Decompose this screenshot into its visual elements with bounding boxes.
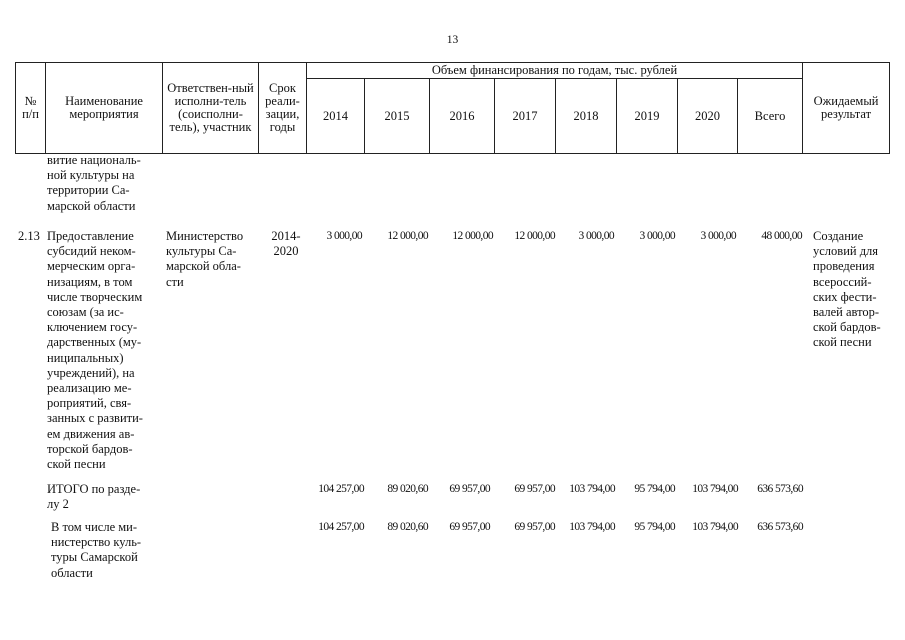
text-line: субсидий неком- bbox=[47, 244, 136, 259]
row-number: 2.13 bbox=[18, 229, 40, 243]
total-2019: 95 794,00 bbox=[634, 483, 675, 495]
text-line: числе творческим bbox=[47, 289, 143, 304]
total-name bbox=[47, 482, 165, 512]
text-line: условий для bbox=[813, 244, 879, 259]
text-line: низациям, в том bbox=[47, 274, 133, 289]
text-line: роприятий, свя- bbox=[47, 396, 132, 411]
text-line: марской обла- bbox=[166, 259, 241, 274]
continuation-name bbox=[47, 153, 164, 214]
text-line: ем движения ав- bbox=[47, 426, 135, 441]
ministry-2017: 69 957,00 bbox=[514, 521, 555, 533]
total-2018: 103 794,00 bbox=[569, 483, 615, 495]
total-all: 636 573,60 bbox=[757, 483, 803, 495]
text-line: области bbox=[51, 565, 93, 580]
text-line: туры Самарской bbox=[51, 550, 138, 565]
header-responsible: Ответствен-ный исполни-тель (соисполни-тель), участник bbox=[163, 63, 259, 154]
total-2016: 69 957,00 bbox=[449, 483, 490, 495]
text-line: реализацию ме- bbox=[47, 381, 132, 396]
value-2015: 12 000,00 bbox=[387, 230, 428, 242]
text-line: лу 2 bbox=[47, 497, 69, 512]
value-2019: 3 000,00 bbox=[639, 230, 675, 242]
header-term: Срок реали-зации, годы bbox=[259, 63, 307, 154]
header-year: 2020 bbox=[678, 79, 738, 154]
text-line: торской бардов- bbox=[47, 441, 133, 456]
text-line: ниципальных) bbox=[47, 350, 124, 365]
ministry-2019: 95 794,00 bbox=[634, 521, 675, 533]
value-2020: 3 000,00 bbox=[700, 230, 736, 242]
text-line: ской бардов- bbox=[813, 320, 881, 335]
text-line: проведения bbox=[813, 259, 875, 274]
header-num: № п/п bbox=[16, 63, 46, 154]
text-line: всероссий- bbox=[813, 274, 872, 289]
total-2020: 103 794,00 bbox=[692, 483, 738, 495]
text-line: В том числе ми- bbox=[51, 520, 138, 534]
text-line: сти bbox=[166, 274, 184, 289]
text-line: марской области bbox=[47, 198, 136, 213]
header-funding: Объем финансирования по годам, тыс. рублей bbox=[307, 63, 803, 79]
row-name bbox=[47, 229, 165, 472]
header-year: 2018 bbox=[556, 79, 617, 154]
ministry-all: 636 573,60 bbox=[757, 521, 803, 533]
text-line: Министерство bbox=[166, 229, 244, 243]
text-line: территории Са- bbox=[47, 183, 130, 198]
row-result bbox=[813, 229, 897, 351]
header-total: Всего bbox=[738, 79, 803, 154]
value-2014: 3 000,00 bbox=[326, 230, 362, 242]
header-year: 2014 bbox=[307, 79, 365, 154]
page-number: 13 bbox=[446, 34, 459, 46]
text-line: валей автор- bbox=[813, 305, 880, 320]
text-line: ской песни bbox=[47, 457, 106, 472]
ministry-2018: 103 794,00 bbox=[569, 521, 615, 533]
ministry-2015: 89 020,60 bbox=[387, 521, 428, 533]
row-responsible bbox=[166, 229, 262, 290]
header-name: Наименование мероприятия bbox=[46, 63, 163, 154]
text-line: нистерство куль- bbox=[51, 535, 142, 550]
header-year: 2016 bbox=[430, 79, 495, 154]
row-term bbox=[264, 229, 308, 259]
text-line: ИТОГО по разде- bbox=[47, 482, 141, 496]
text-line: ключением госу- bbox=[47, 320, 138, 335]
value-total: 48 000,00 bbox=[761, 230, 802, 242]
total-2014: 104 257,00 bbox=[318, 483, 364, 495]
text-line: ской песни bbox=[813, 335, 872, 350]
total-2017: 69 957,00 bbox=[514, 483, 555, 495]
text-line: ной культуры на bbox=[47, 168, 135, 183]
header-year: 2017 bbox=[495, 79, 556, 154]
text-line: дарственных (му- bbox=[47, 335, 142, 350]
ministry-name bbox=[51, 520, 169, 581]
table-header bbox=[15, 62, 890, 154]
value-2016: 12 000,00 bbox=[452, 230, 493, 242]
text-line: Предоставление bbox=[47, 229, 134, 243]
header-year: 2019 bbox=[617, 79, 678, 154]
text-line: союзам (за ис- bbox=[47, 305, 124, 320]
value-2018: 3 000,00 bbox=[578, 230, 614, 242]
text-line: Создание bbox=[813, 229, 864, 243]
text-line: культуры Са- bbox=[166, 244, 237, 259]
text-line: мерческим орга- bbox=[47, 259, 136, 274]
text-line: витие националь- bbox=[47, 153, 141, 167]
total-2015: 89 020,60 bbox=[387, 483, 428, 495]
header-result: Ожидаемый результат bbox=[803, 63, 890, 154]
ministry-2016: 69 957,00 bbox=[449, 521, 490, 533]
text-line: ских фести- bbox=[813, 289, 877, 304]
text-line: учреждений), на bbox=[47, 365, 135, 380]
text-line: занных с развити- bbox=[47, 411, 143, 426]
ministry-2014: 104 257,00 bbox=[318, 521, 364, 533]
text-line: 2020 bbox=[273, 244, 299, 259]
text-line: 2014- bbox=[271, 229, 301, 243]
value-2017: 12 000,00 bbox=[514, 230, 555, 242]
header-year: 2015 bbox=[365, 79, 430, 154]
ministry-2020: 103 794,00 bbox=[692, 521, 738, 533]
